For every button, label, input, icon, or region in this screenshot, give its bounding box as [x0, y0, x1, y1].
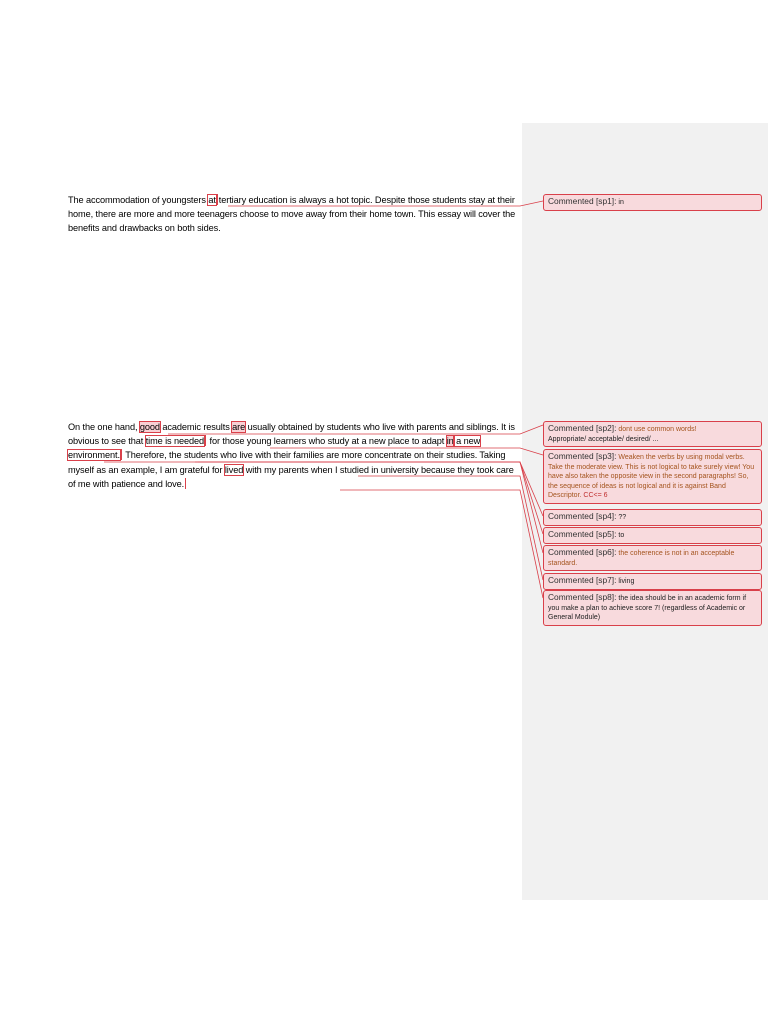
- comment-ref: Commented [sp3]:: [548, 451, 617, 461]
- comment-marker: [121, 449, 122, 460]
- comment-anchor-sp6[interactable]: a new environment.: [68, 436, 481, 461]
- comment-ref: Commented [sp5]:: [548, 529, 617, 539]
- comment-balloon-sp6[interactable]: [543, 545, 762, 571]
- comment-ref: Commented [sp6]:: [548, 547, 617, 557]
- comment-text: Weaken the verbs by using modal verbs. Take the moderate view. This is not logical to take surely view! You have also taken the opposite view in the second paragraphs! So, the sequence of ideas is not logical and it is against Band Descriptor.: [548, 454, 755, 499]
- comment-text: to: [618, 532, 625, 539]
- comment-anchor-sp3[interactable]: are: [232, 422, 246, 432]
- comment-text: the coherence is not in an acceptable standard.: [548, 550, 735, 567]
- comment-ref: Commented [sp2]:: [548, 423, 617, 433]
- comment-anchor-sp7[interactable]: lived: [224, 464, 244, 475]
- paragraph-body-one: [68, 420, 520, 491]
- comment-text: in: [618, 199, 624, 206]
- comment-anchor-sp1[interactable]: at: [208, 195, 216, 205]
- comment-anchor-sp8[interactable]: [185, 478, 186, 489]
- comment-text: living: [618, 578, 635, 585]
- comment-score: CC<= 6: [583, 492, 608, 499]
- comment-text: dont use common words!: [618, 426, 697, 433]
- comment-anchor-sp4[interactable]: time is needed: [145, 436, 205, 447]
- text-run: academic results: [159, 422, 233, 432]
- comment-anchor-sp5[interactable]: in: [446, 436, 454, 447]
- comment-balloon-sp3[interactable]: [543, 449, 762, 504]
- comment-anchor-sp2[interactable]: good: [139, 422, 160, 432]
- comment-balloon-sp7[interactable]: [543, 573, 762, 590]
- comment-text: ??: [618, 514, 627, 521]
- text-run: On the one hand,: [68, 422, 140, 432]
- comment-ref: Commented [sp8]:: [548, 592, 617, 602]
- text-run: usually obtained by students who live with parents and siblings. It is obvious to see that: [68, 422, 515, 447]
- text-run: The accommodation of youngsters: [68, 195, 209, 205]
- comment-ref: Commented [sp1]:: [548, 196, 617, 206]
- comment-extra: Appropriate/ acceptable/ desired/ ...: [548, 435, 659, 443]
- text-run: tertiary education is always a hot topic. Despite those students stay at their home, there are more and more teenagers choose to move away from their home town. This essay will cover the benefits and drawbacks on both sides.: [68, 195, 516, 234]
- comment-ref: Commented [sp7]:: [548, 575, 617, 585]
- text-run: for those young learners who study at a new place to adapt: [207, 436, 447, 447]
- comment-balloon-sp4[interactable]: [543, 509, 762, 526]
- paragraph-introduction: [68, 193, 520, 236]
- text-run: Therefore, the students who live with their families are more concentrate on their studies. Taking myself as an example, I am grateful for: [68, 450, 506, 475]
- comment-balloon-sp2[interactable]: [543, 421, 762, 447]
- comment-ref: Commented [sp4]:: [548, 511, 617, 521]
- comment-balloon-sp8[interactable]: [543, 590, 762, 626]
- comment-balloon-sp1[interactable]: [543, 194, 762, 211]
- text-run: with my parents when I studied in university because they took care of me with patience and love.: [68, 464, 514, 489]
- comment-marker: [205, 435, 206, 446]
- comment-balloon-sp5[interactable]: [543, 527, 762, 544]
- comment-text: the idea should be in an academic form if you make a plan to achieve score 7! (regardless of Academic or General Module): [548, 595, 747, 621]
- comment-marker: [217, 194, 218, 205]
